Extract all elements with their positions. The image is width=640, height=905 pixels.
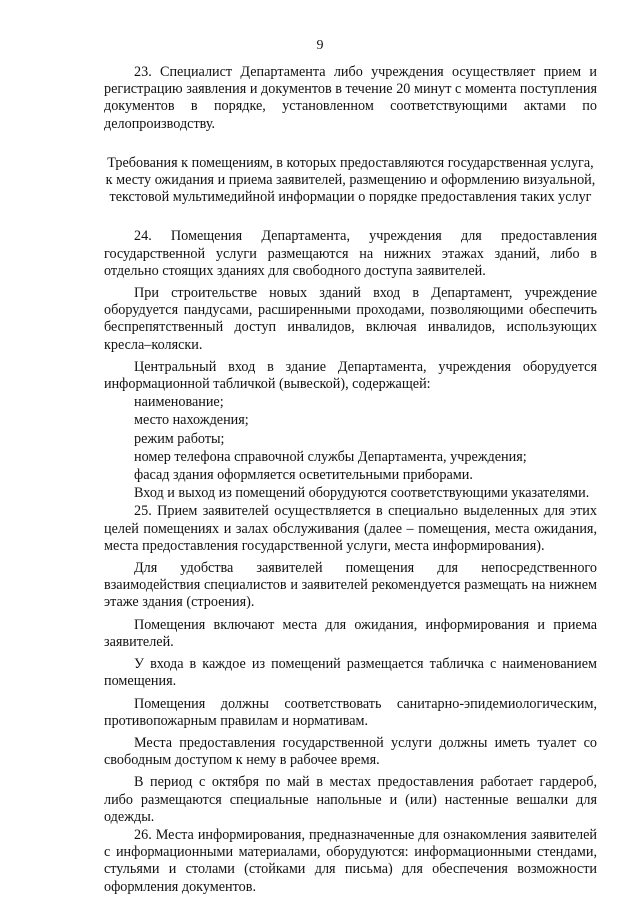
- paragraph-new-buildings: При строительстве новых зданий вход в Департамент, учреждение оборудуется пандусами, расширенными проходами, позволяющими обеспечить беспрепятственный доступ инвалидов, включая инвалидов, использующих кресла–коляски.: [104, 285, 597, 353]
- paragraph-25: 25. Прием заявителей осуществляется в специально выделенных для этих целей помещениях и залах обслуживания (далее – помещения, места ожидания, места предоставления государственной услуги, места информирования).: [104, 503, 597, 554]
- page-number: 9: [316, 38, 324, 53]
- paragraph-central-entrance: Центральный вход в здание Департамента, учреждения оборудуется информационной табличкой (вывеской), содержащей:: [104, 358, 597, 393]
- paragraph-convenience: Для удобства заявителей помещения для непосредственного взаимодействия специалистов и заявителей рекомендуется размещать на нижнем этаже здания (строения).: [104, 560, 597, 611]
- paragraph-sanitary: Помещения должны соответствовать санитарно-эпидемиологическим, противопожарным правилам и нормативам.: [104, 695, 597, 729]
- paragraph-23: 23. Специалист Департамента либо учреждения осуществляет прием и регистрацию заявления и документов в течение 20 минут с момента поступления документов в порядке, установленном соответствующими актами по делопроизводству.: [104, 64, 597, 132]
- paragraph-wardrobe: В период с октября по май в местах предоставления работает гардероб, либо размещаются специальные напольные и (или) настенные вешалки для одежды.: [104, 774, 597, 825]
- document-body: [104, 64, 597, 897]
- sign-item: номер телефона справочной службы Департамента, учреждения;: [134, 448, 527, 465]
- paragraph-entrance-sign: У входа в каждое из помещений размещается табличка с наименованием помещения.: [104, 656, 597, 690]
- paragraph-24: 24. Помещения Департамента, учреждения для предоставления государственной услуги размещаются на нижних этажах зданий, либо в отдельно стоящих зданиях для свободного доступа заявителей.: [104, 228, 597, 279]
- paragraph-premises-include: Помещения включают места для ожидания, информирования и приема заявителей.: [104, 616, 597, 650]
- section-heading: Требования к помещениям, в которых предоставляются государственная услуга, к месту ожидания и приема заявителей, размещению и оформлению визуальной, текстовой мультимедийной информации о порядке предоставления таких услуг: [105, 154, 596, 206]
- sign-item: наименование;: [134, 394, 224, 411]
- paragraph-entry-exit: Вход и выход из помещений оборудуются соответствующими указателями.: [134, 485, 590, 502]
- paragraph-26: 26. Места информирования, предназначенные для ознакомления заявителей с информационными материалами, оборудуются: информационными стендами, стульями и столами (стойками для письма) для обеспечения возможности оформления документов.: [104, 826, 597, 895]
- sign-item: режим работы;: [134, 430, 225, 447]
- paragraph-toilet: Места предоставления государственной услуги должны иметь туалет со свободным доступом к нему в рабочее время.: [104, 734, 597, 769]
- sign-item: фасад здания оформляется осветительными приборами.: [134, 467, 473, 484]
- sign-item: место нахождения;: [134, 412, 249, 429]
